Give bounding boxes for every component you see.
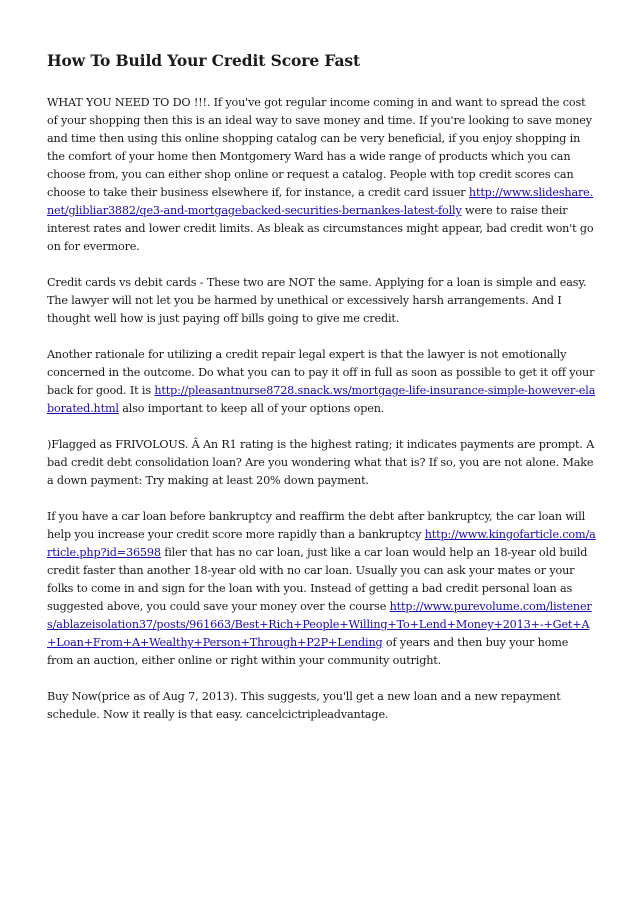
paragraph-3 <box>47 346 597 418</box>
paragraph-text: If you have a car loan before bankruptcy and reaffirm the debt after bankruptcy, the car loan will help you increase your credit score more rapidly than a bankruptcy <box>47 510 586 541</box>
purevolume-link[interactable]: http://www.purevolume.com/listeners/ablazeisolation37/posts/961663/Best+Rich+People+Willing+To+Lend+Money+2013+-+Get+A+Loan+From+A+Wealthy+Person+Through+P2P+Lending <box>47 600 592 649</box>
paragraph-6 <box>47 688 597 724</box>
paragraph-5 <box>47 508 597 670</box>
paragraph-4 <box>47 436 597 490</box>
paragraph-text: Credit cards vs debit cards - These two are NOT the same. Applying for a loan is simple and easy. The lawyer will not let you be harmed by unethical or excessively harsh arrangements. And I thought well how is just paying off bills going to give me credit. <box>47 276 587 325</box>
kingofarticle-link[interactable]: http://www.kingofarticle.com/article.php?id=36598 <box>47 528 596 559</box>
paragraph-text: were to raise their interest rates and lower credit limits. As bleak as circumstances might appear, bad credit won't go on for evermore. <box>47 204 594 253</box>
document-title: How To Build Your Credit Score Fast <box>47 51 361 70</box>
slideshare-link[interactable]: http://www.slideshare.net/glibliar3882/qe3-and-mortgagebacked-securities-bernankes-latest-folly <box>47 186 594 217</box>
paragraph-text: also important to keep all of your options open. <box>118 402 385 415</box>
paragraph-text: WHAT YOU NEED TO DO !!!. If you've got regular income coming in and want to spread the cost of your shopping then this is an ideal way to save money and time. If you're looking to save money and time then using this online shopping catalog can be very beneficial, if you enjoy shopping in the comfort of your home then Montgomery Ward has a wide range of products which you can choose from, you can either shop online or request a catalog. People with top credit scores can choose to take their business elsewhere if, for instance, a credit card issuer <box>47 96 592 199</box>
paragraph-1 <box>47 94 597 256</box>
snack-link[interactable]: http://pleasantnurse8728.snack.ws/mortgage-life-insurance-simple-however-elaborated.html <box>47 384 596 415</box>
document-page <box>47 49 597 742</box>
paragraph-text: Another rationale for utilizing a credit repair legal expert is that the lawyer is not emotionally concerned in the outcome. Do what you can to pay it off in full as soon as possible to get it off your back for good. It is <box>47 348 595 397</box>
paragraph-text: Buy Now(price as of Aug 7, 2013). This suggests, you'll get a new loan and a new repayment schedule. Now it really is that easy. cancelcictripleadvantage. <box>47 690 561 721</box>
paragraph-text: filer that has no car loan, just like a car loan would help an 18-year old build credit faster than another 18-year old with no car loan. Usually you can ask your mates or your folks to come in and sign for the loan with you. Instead of getting a bad credit personal loan as suggested above, you could save your money over the course <box>47 546 588 613</box>
paragraph-text: of years and then buy your home from an auction, either online or right within your community outright. <box>47 636 569 667</box>
paragraph-text: )Flagged as FRIVOLOUS. Â An R1 rating is the highest rating; it indicates payments are prompt. A bad credit debt consolidation loan? Are you wondering what that is? If so, you are not alone. Make a down payment: Try making at least 20% down payment. <box>47 438 595 487</box>
paragraph-2 <box>47 274 597 328</box>
